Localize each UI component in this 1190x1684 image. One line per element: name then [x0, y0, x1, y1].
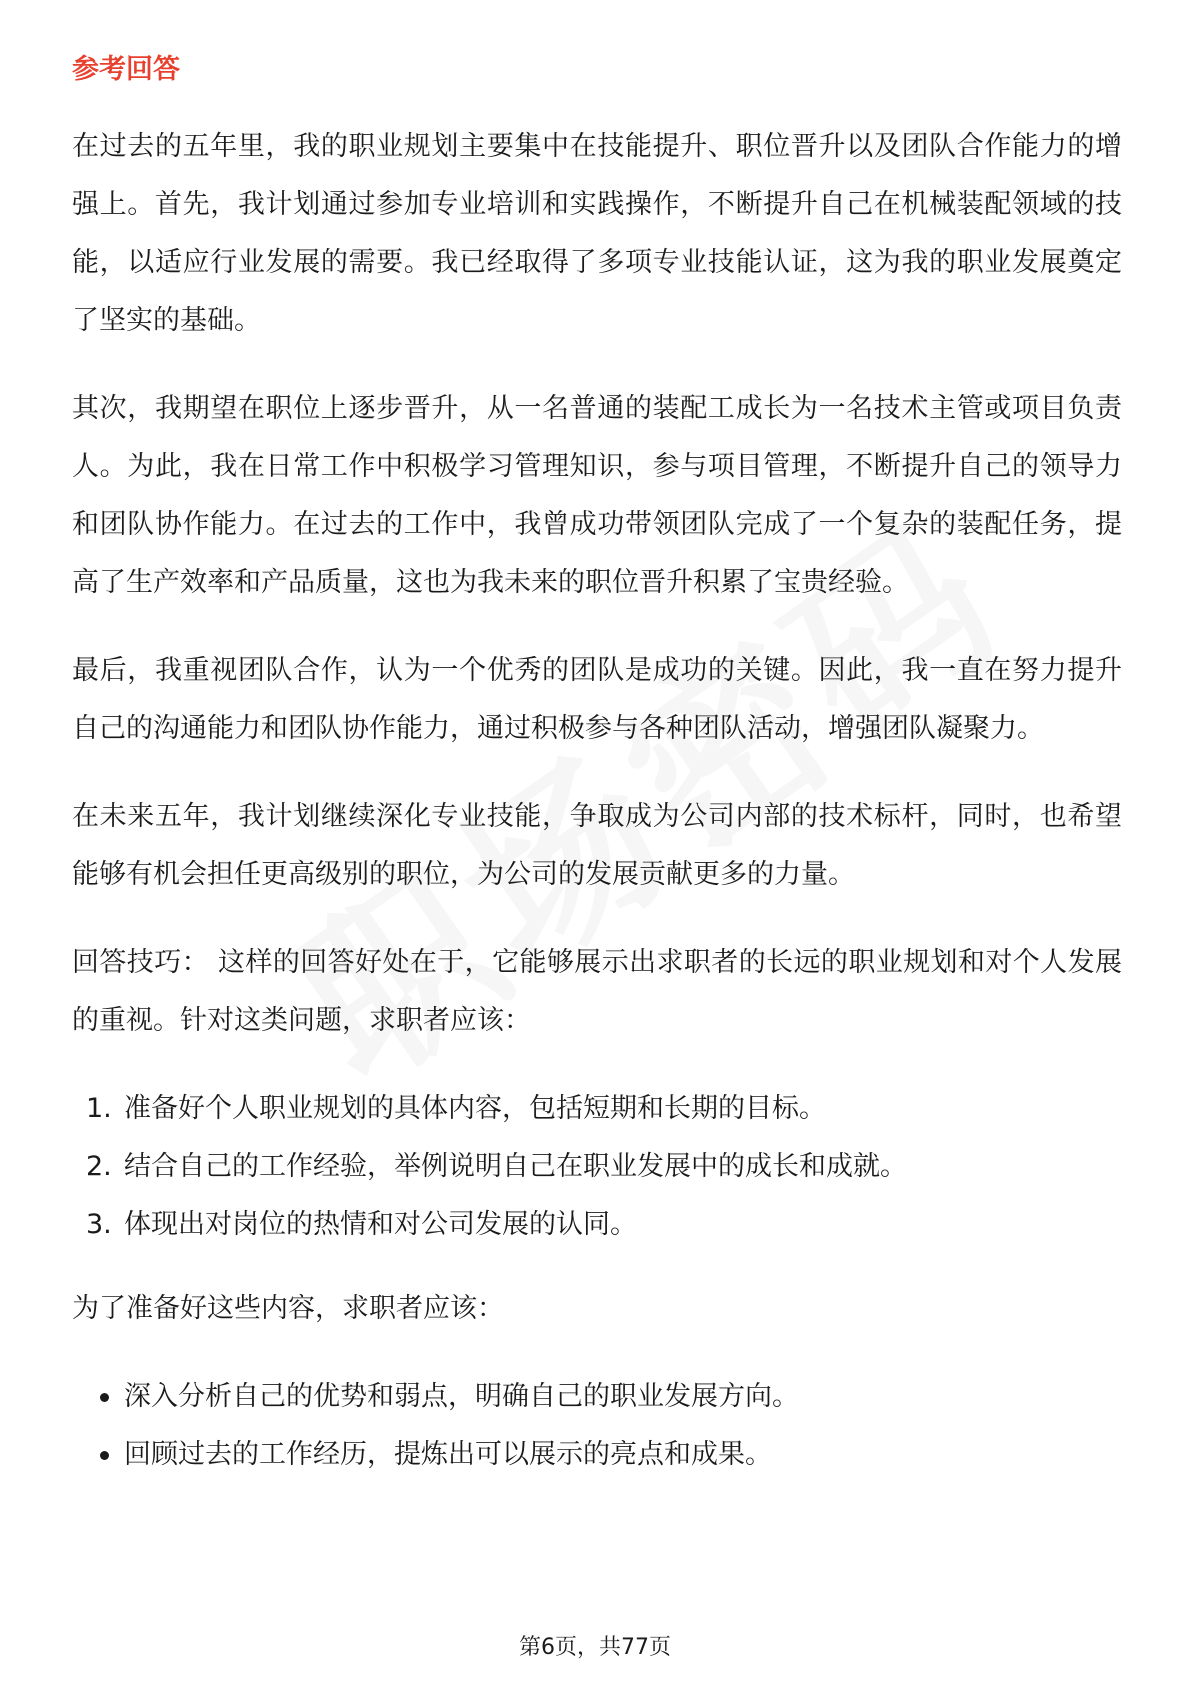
list-item-text: 回顾过去的工作经历，提炼出可以展示的亮点和成果。	[124, 1439, 772, 1470]
list-item-text: 深入分析自己的优势和弱点，明确自己的职业发展方向。	[124, 1381, 799, 1412]
paragraph: 最后，我重视团队合作，认为一个优秀的团队是成功的关键。因此，我一直在努力提升自己的沟通能力和团队协作能力，通过积极参与各种团队活动，增强团队凝聚力。	[72, 655, 1122, 744]
list-item	[72, 1196, 1122, 1254]
list-item-number: 1.	[86, 1093, 112, 1124]
paragraph: 其次，我期望在职位上逐步晋升，从一名普通的装配工成长为一名技术主管或项目负责人。为此，我在日常工作中积极学习管理知识，参与项目管理，不断提升自己的领导力和团队协作能力。在过去的工作中，我曾成功带领团队完成了一个复杂的装配任务，提高了生产效率和产品质量，这也为我未来的职位晋升积累了宝贵经验。	[72, 393, 1122, 598]
list-item-text: 体现出对岗位的热情和对公司发展的认同。	[124, 1209, 637, 1240]
list-item-text: 准备好个人职业规划的具体内容，包括短期和长期的目标。	[124, 1093, 826, 1124]
list-item	[72, 1368, 1122, 1426]
bullet-list	[72, 1368, 1122, 1484]
list-item-number: 2.	[86, 1151, 112, 1182]
list-item	[72, 1426, 1122, 1484]
list-item	[72, 1080, 1122, 1138]
ordered-list	[72, 1080, 1122, 1254]
list-item-text: 结合自己的工作经验，举例说明自己在职业发展中的成长和成就。	[124, 1151, 907, 1182]
paragraph: 在过去的五年里，我的职业规划主要集中在技能提升、职位晋升以及团队合作能力的增强上。首先，我计划通过参加专业培训和实践操作，不断提升自己在机械装配领域的技能，以适应行业发展的需要。我已经取得了多项专业技能认证，这为我的职业发展奠定了坚实的基础。	[72, 131, 1122, 336]
prep-intro: 为了准备好这些内容，求职者应该：	[72, 1293, 504, 1324]
paragraph: 在未来五年，我计划继续深化专业技能，争取成为公司内部的技术标杆，同时，也希望能够有机会担任更高级别的职位，为公司的发展贡献更多的力量。	[72, 801, 1122, 890]
list-item-number: 3.	[86, 1209, 112, 1240]
answer-tips-paragraph: 回答技巧： 这样的回答好处在于，它能够展示出求职者的长远的职业规划和对个人发展的重视。针对这类问题，求职者应该：	[72, 947, 1122, 1036]
section-title: 参考回答	[72, 54, 180, 85]
page-footer: 第6页，共77页	[519, 1635, 671, 1660]
bullet-icon	[100, 1451, 109, 1460]
list-item	[72, 1138, 1122, 1196]
page-content	[72, 50, 1122, 1484]
bullet-icon	[100, 1393, 109, 1402]
